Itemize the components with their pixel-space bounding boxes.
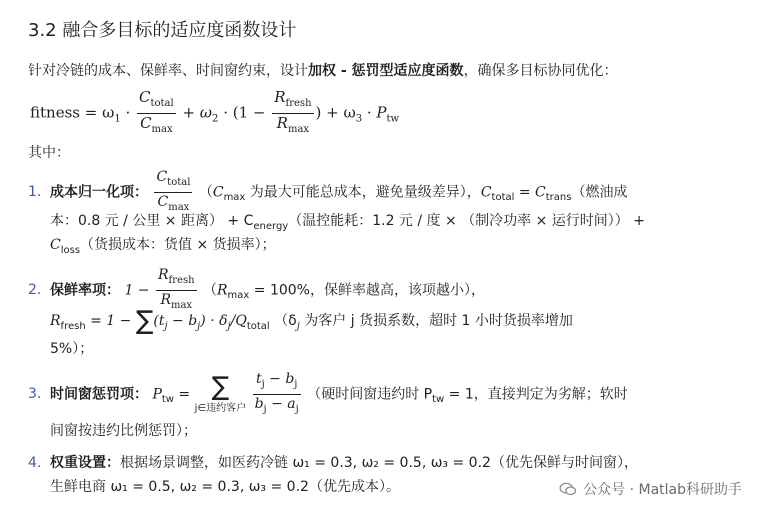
text: 为客户 j 货损系数，超时 1 小时货损率增加 [299, 313, 573, 329]
text: （货损成本：货值 × 货损率）； [80, 237, 276, 253]
formula-op: + ω [177, 103, 213, 122]
list-number: 4. [28, 455, 42, 471]
fresh-fraction-small: $\frac{R_{fresh}}{R_{max}}$ [158, 267, 195, 311]
list-item-3-line-1 [28, 370, 628, 419]
math-sub: tw [161, 394, 174, 406]
math-sub: fresh [60, 320, 86, 332]
fitness-formula [30, 88, 399, 139]
wechat-icon [559, 482, 577, 496]
formula-sub: 1 [114, 113, 121, 125]
list-item-1-line-2 [50, 210, 645, 232]
math-sub: tw [432, 394, 445, 406]
where-label: 其中： [28, 145, 70, 161]
math-sub: j [197, 320, 201, 332]
text: （燃油成 [571, 184, 628, 201]
text: （ [202, 282, 217, 299]
frac-num: − b [264, 371, 295, 387]
math-var: ) · δ [200, 313, 228, 329]
frac-den-sub: max [151, 124, 173, 135]
math-var: = [173, 386, 195, 403]
math-var: − b [167, 313, 198, 329]
sum-subscript: j∈违约客户 [194, 402, 247, 414]
formula-op: · [120, 103, 135, 122]
frac-den: − a [266, 395, 296, 412]
list-colon: ： [106, 282, 120, 299]
math-sub: total [246, 320, 270, 332]
list-item-title: 权重设置 [50, 455, 106, 471]
frac-num: R [274, 88, 286, 106]
frac-den: C [140, 114, 152, 132]
text: （温控能耗：1.2 元 / 度 × （制冷功率 × 运行时间）） + [288, 213, 645, 229]
frac-num-sub: total [150, 98, 174, 109]
math-sub: j [261, 378, 265, 390]
intro-text: 针对冷链的成本、保鲜率、时间窗约束，设计 [28, 63, 308, 79]
math-var: R [216, 282, 228, 299]
list-colon: ： [106, 455, 120, 471]
math-sub: j [294, 378, 298, 390]
frac-num: C [139, 88, 151, 106]
list-colon: ： [134, 184, 148, 201]
math-var: /Q [230, 313, 247, 329]
fresh-fraction [272, 88, 313, 139]
formula-sub: 2 [212, 113, 219, 125]
math-sub: j [164, 320, 168, 332]
list-item-2-line-3: 5%）； [50, 341, 94, 357]
formula-op: · P [362, 103, 387, 122]
sum-symbol: ∑ j∈违约客户 [194, 371, 247, 414]
math-var: C [212, 184, 224, 201]
list-number: 1. [28, 184, 42, 201]
frac-den-sub: max [287, 124, 310, 135]
formula-sub: 3 [355, 113, 363, 125]
list-item-2-line-1 [28, 266, 485, 315]
formula-op: · (1 − [218, 103, 271, 122]
formula-op: ) + ω [315, 103, 356, 122]
list-item-title: 时间窗惩罚项 [50, 386, 134, 403]
math-var: C [480, 184, 492, 201]
text: = 1，直接判定为劣解；软时 [444, 386, 628, 403]
sum-symbol: ∑ [135, 306, 154, 336]
math-sub: j [263, 403, 267, 415]
formula-sub: tw [386, 113, 400, 125]
frac-den: b [254, 395, 264, 412]
math-var: = 1 − [85, 313, 136, 329]
math-sub: max [227, 290, 250, 302]
intro-paragraph [28, 60, 618, 80]
list-item-title: 保鲜率项 [50, 282, 106, 299]
text: 为最大可能总成本，避免量级差异）， [245, 184, 481, 201]
list-item-4-line-1 [28, 452, 638, 472]
text: = 100%，保鲜率越高，该项越小）， [249, 282, 485, 299]
math-sub: j [227, 320, 231, 332]
list-item-title: 成本归一化项 [50, 184, 134, 201]
text: 根据场景调整，如医药冷链 ω₁ = 0.3, ω₂ = 0.5, ω₃ = 0.2（优先保鲜与时间窗）， [120, 455, 638, 471]
cost-fraction [137, 88, 176, 139]
math-sub: loss [60, 244, 81, 256]
math-sub: j [296, 320, 300, 332]
math-var: C [50, 237, 61, 253]
list-number: 2. [28, 282, 42, 299]
text: （δ [274, 313, 297, 329]
math-sub: max [223, 192, 246, 204]
frac-num-sub: fresh [285, 98, 312, 109]
cost-fraction-small: $\frac{C_{total}}{C_{max}}$ [156, 169, 191, 213]
math-sub: j [295, 403, 299, 415]
math-var: = C [514, 184, 546, 201]
formula-lhs: fitness = ω [30, 103, 115, 122]
intro-bold-text: 加权 - 惩罚型适应度函数 [308, 63, 464, 79]
list-item-3-line-2: 间窗按违约比例惩罚）； [50, 423, 197, 439]
list-item-2-line-2 [50, 306, 573, 336]
text: （硬时间窗违约时 P [307, 386, 433, 403]
text: （ [198, 184, 213, 201]
math-var: 1 − [124, 282, 154, 299]
list-number: 3. [28, 386, 42, 403]
math-var: (t [153, 313, 165, 329]
text: 本：0.8 元 / 公里 × 距离） + C [50, 213, 254, 229]
math-var: P [152, 386, 162, 403]
frac-den: R [276, 114, 288, 132]
list-item-4-line-2: 生鲜电商 ω₁ = 0.5, ω₂ = 0.3, ω₃ = 0.2（优先成本）。 [50, 479, 400, 495]
list-colon: ： [134, 386, 148, 403]
math-sub: trans [545, 192, 572, 204]
frac-num: t [255, 371, 262, 387]
timewindow-fraction [253, 370, 301, 419]
math-var: R [50, 313, 61, 329]
section-heading: 3.2 融合多目标的适应度函数设计 [28, 20, 297, 41]
watermark [559, 479, 742, 499]
math-sub: energy [253, 220, 289, 232]
list-item-1-line-3 [50, 234, 276, 256]
watermark-text: 公众号 · Matlab科研助手 [583, 482, 742, 498]
intro-text-end: ，确保多目标协同优化： [463, 63, 618, 79]
math-sub: total [491, 192, 515, 204]
